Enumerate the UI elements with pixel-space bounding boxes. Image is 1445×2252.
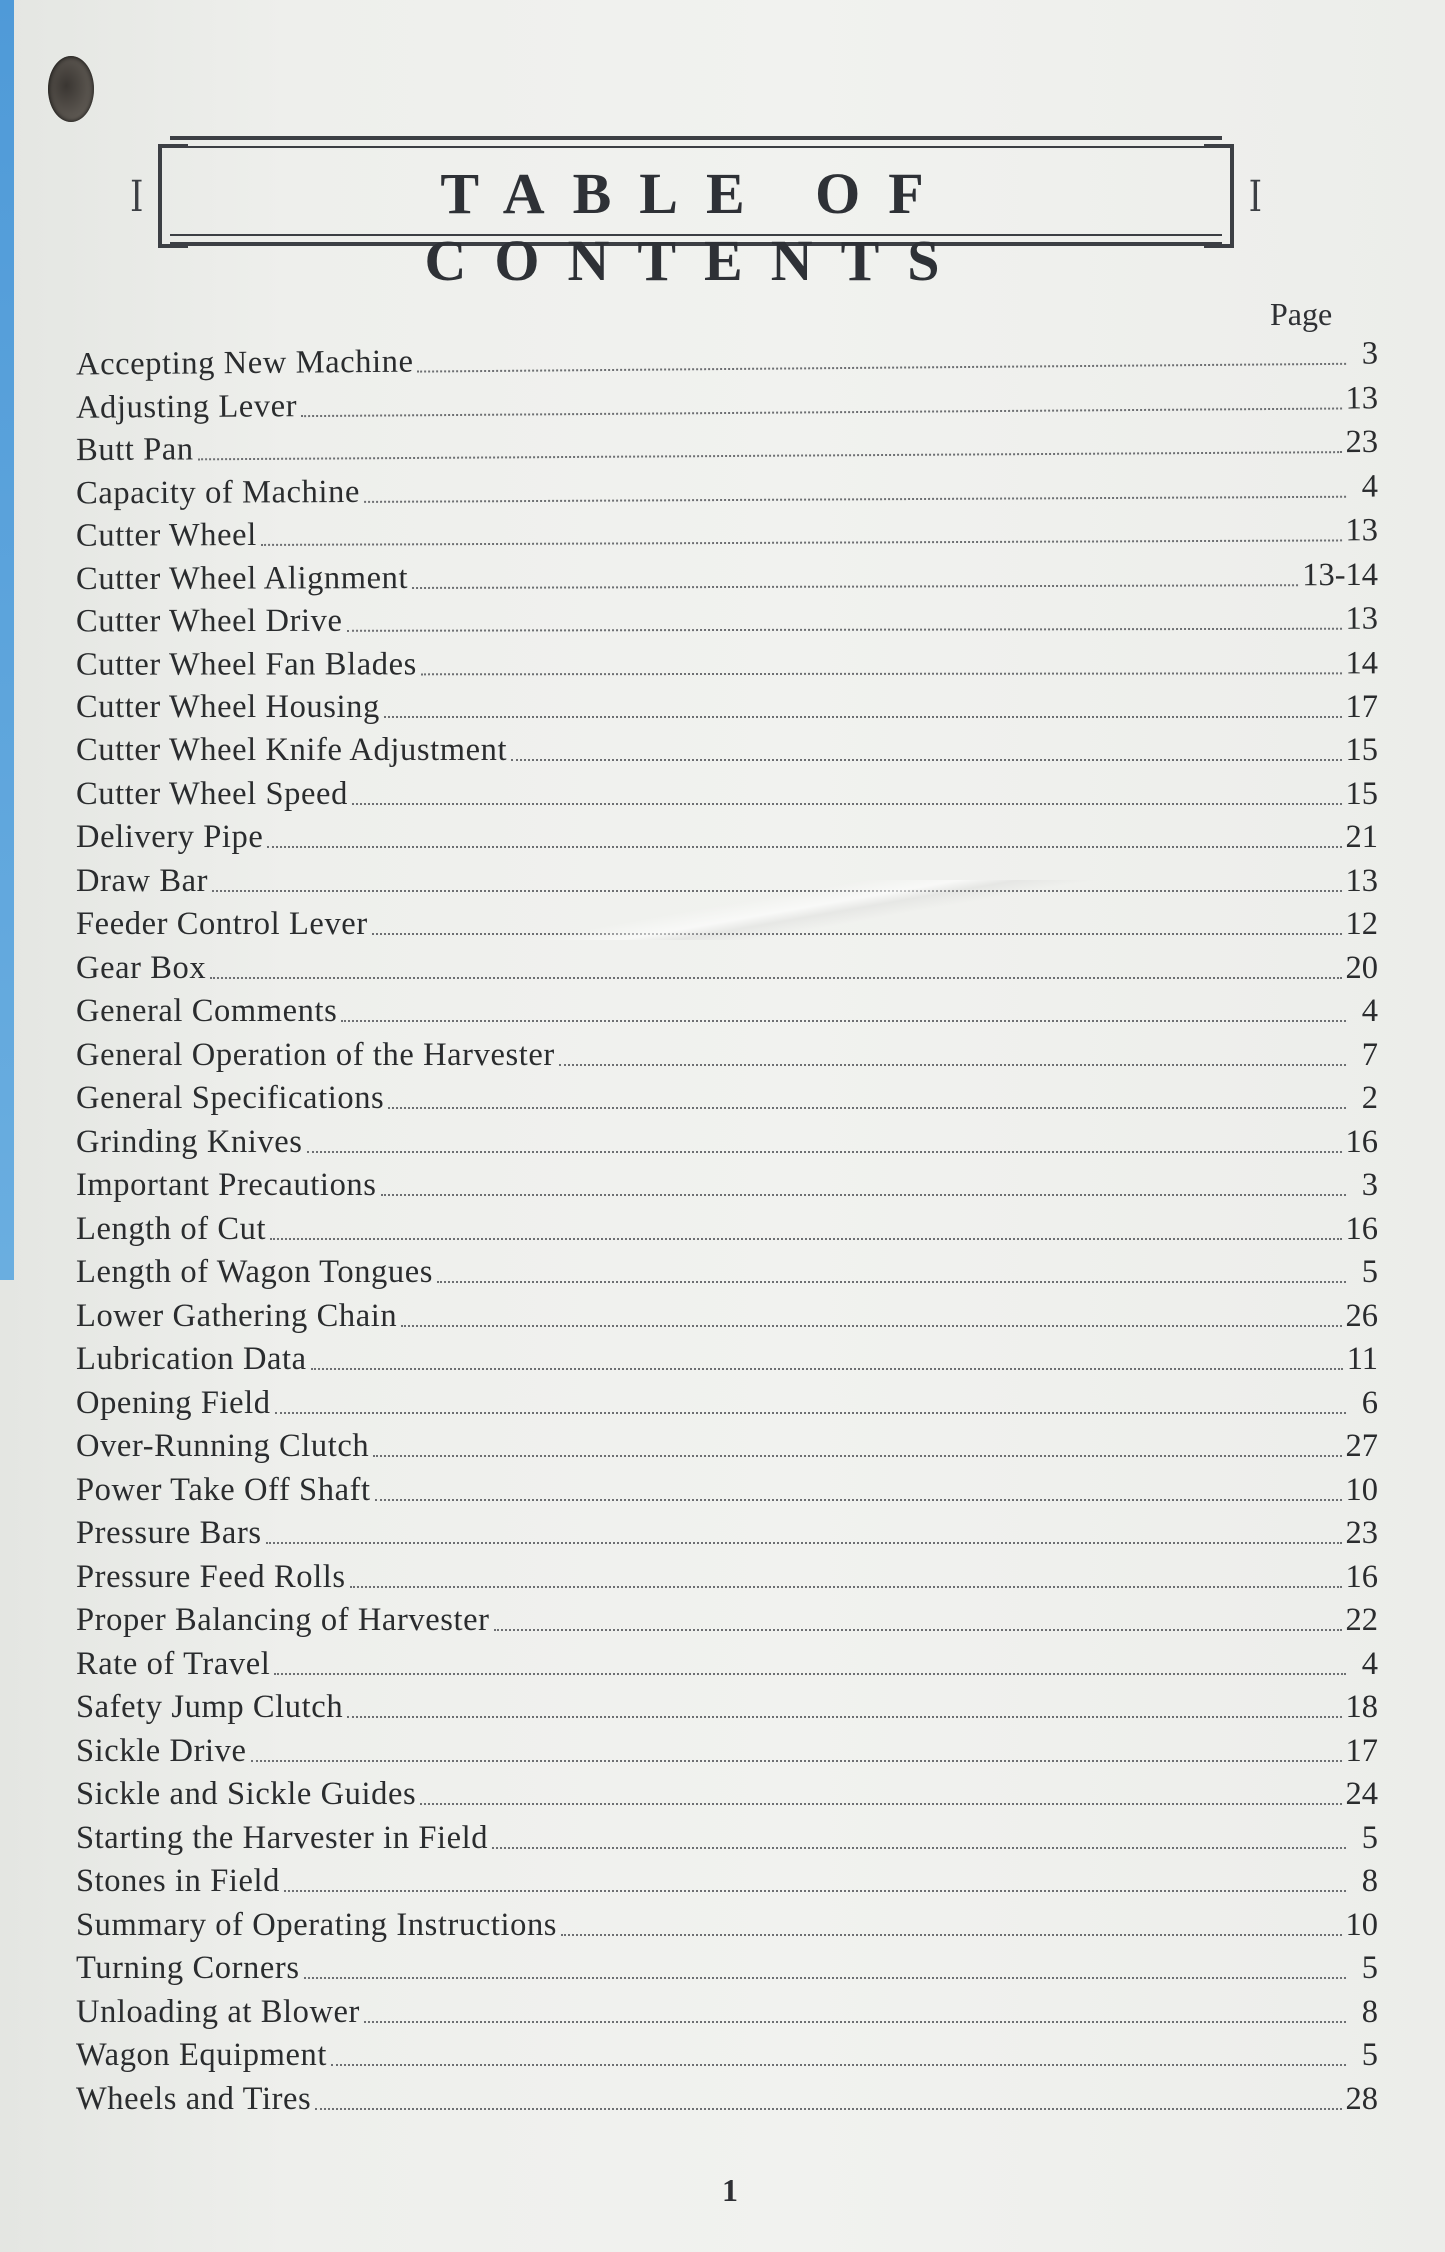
dot-leader <box>275 1412 1346 1414</box>
toc-entry-page: 8 <box>1361 1993 1378 2030</box>
dot-leader <box>494 1629 1342 1631</box>
dot-leader <box>307 1151 1342 1153</box>
toc-entry <box>76 856 1378 900</box>
toc-entry <box>76 769 1378 813</box>
toc-entry-title: Starting the Harvester in Field <box>76 1819 489 1856</box>
toc-entry <box>76 900 1378 944</box>
toc-entry-title: Draw Bar <box>76 862 209 899</box>
toc-entry-title: Adjusting Lever <box>75 387 298 426</box>
toc-entry-title: Proper Balancing of Harvester <box>76 1602 490 1639</box>
toc-entry <box>76 2074 1378 2118</box>
toc-entry-page: 15 <box>1345 775 1378 812</box>
dot-leader <box>401 1325 1341 1327</box>
dot-leader <box>511 759 1341 761</box>
toc-entry <box>76 2031 1378 2075</box>
toc-entry-page: 5 <box>1361 2037 1378 2074</box>
dot-leader <box>261 539 1342 546</box>
toc-entry <box>76 1639 1378 1683</box>
toc-entry-page: 26 <box>1345 1297 1378 1334</box>
toc-entry <box>76 1813 1378 1857</box>
toc-entry-title: Pressure Bars <box>76 1515 262 1552</box>
punch-hole <box>48 56 94 122</box>
toc-entry <box>76 1335 1378 1379</box>
toc-entry-page: 22 <box>1345 1602 1378 1639</box>
toc-entry <box>76 1987 1378 2031</box>
toc-entry <box>76 1291 1378 1335</box>
toc-entry-title: Lubrication Data <box>76 1341 307 1378</box>
toc-entry-title: Pressure Feed Rolls <box>76 1558 346 1595</box>
toc-entry-page: 18 <box>1345 1689 1378 1726</box>
toc-entry <box>76 682 1378 726</box>
toc-entry <box>76 1030 1378 1074</box>
toc-entry <box>76 1204 1378 1248</box>
ornament-right-icon: ꟾ <box>1248 180 1262 220</box>
toc-entry-page: 27 <box>1345 1428 1378 1465</box>
toc-entry-title: Over-Running Clutch <box>76 1428 370 1465</box>
toc-entry-title: Cutter Wheel Fan Blades <box>75 645 417 682</box>
toc-entry-title: Stones in Field <box>76 1863 281 1900</box>
toc-entry-title: Cutter Wheel Alignment <box>75 559 409 597</box>
toc-entry-title: Opening Field <box>76 1384 271 1421</box>
toc-entry-page: 16 <box>1345 1210 1378 1247</box>
ornament-left-icon: ꟾ <box>130 180 144 220</box>
dot-leader <box>437 1281 1346 1283</box>
toc-entry <box>76 1552 1378 1596</box>
toc-entry-page: 5 <box>1361 1254 1378 1291</box>
toc-entry-title: Cutter Wheel <box>75 516 257 554</box>
dot-leader <box>311 1368 1343 1370</box>
toc-entry-title: Summary of Operating Instructions <box>76 1906 558 1943</box>
toc-entry <box>76 594 1378 640</box>
toc-entry-title: Length of Wagon Tongues <box>76 1254 434 1291</box>
toc-entry-title: Power Take Off Shaft <box>76 1471 371 1508</box>
dot-leader <box>364 495 1346 502</box>
title-frame <box>130 130 1262 293</box>
toc-entry <box>76 505 1378 554</box>
toc-entry-page: 13 <box>1345 379 1379 416</box>
toc-entry-title: Safety Jump Clutch <box>76 1689 344 1726</box>
dot-leader <box>352 803 1342 805</box>
toc-entry-title: Cutter Wheel Housing <box>76 688 380 725</box>
dot-leader <box>304 1977 1346 1979</box>
toc-entry <box>76 726 1378 770</box>
page-number: 1 <box>722 2172 738 2208</box>
toc-entry <box>76 1726 1378 1770</box>
dot-leader <box>364 2021 1346 2023</box>
dot-leader <box>559 1064 1346 1066</box>
toc-entry-title: Wagon Equipment <box>76 2037 327 2074</box>
toc-entry-title: General Comments <box>76 993 338 1030</box>
toc-entry-page: 11 <box>1346 1341 1378 1378</box>
dot-leader <box>381 1194 1346 1196</box>
toc-entry <box>76 1465 1378 1509</box>
toc-entry-page: 14 <box>1345 644 1379 681</box>
toc-entry <box>76 1857 1378 1901</box>
toc-entry <box>76 1900 1378 1944</box>
toc-entry <box>76 638 1378 683</box>
dot-leader <box>210 977 1341 979</box>
dot-leader <box>384 716 1342 718</box>
toc-entry-title: Rate of Travel <box>76 1645 271 1682</box>
dot-leader <box>251 1760 1342 1762</box>
dot-leader <box>315 2108 1341 2110</box>
toc-entry-title: Grinding Knives <box>76 1123 303 1160</box>
dot-leader <box>347 1716 1341 1718</box>
toc-entry-page: 7 <box>1361 1036 1378 1073</box>
toc-entry-page: 28 <box>1345 2080 1378 2117</box>
toc-entry-page: 15 <box>1345 732 1378 769</box>
dot-leader <box>388 1107 1346 1109</box>
dot-leader <box>284 1890 1346 1892</box>
toc-entry <box>76 1944 1378 1988</box>
toc-entry-title: Sickle Drive <box>76 1732 247 1769</box>
dot-leader <box>274 1673 1346 1675</box>
toc-entry-page: 5 <box>1361 1819 1378 1856</box>
toc-entry-title: Cutter Wheel Drive <box>75 602 343 640</box>
toc-entry-page: 16 <box>1345 1123 1378 1160</box>
toc-entry <box>76 1596 1378 1640</box>
toc-entry-title: Capacity of Machine <box>75 473 361 511</box>
blue-backing-edge <box>0 0 14 1280</box>
toc-entry-page: 4 <box>1361 993 1378 1030</box>
toc-entry-page: 21 <box>1345 819 1378 856</box>
toc-entry-title: Delivery Pipe <box>76 819 264 856</box>
dot-leader <box>372 933 1342 935</box>
toc-entry-page: 2 <box>1361 1080 1378 1117</box>
dot-leader <box>375 1499 1342 1501</box>
dot-leader <box>418 362 1346 372</box>
title-rule-top-thin <box>170 146 1222 148</box>
toc-entry <box>76 1378 1378 1422</box>
toc-entry-title: General Operation of the Harvester <box>76 1036 555 1073</box>
toc-entry-page: 4 <box>1361 1645 1378 1682</box>
toc-entry-title: Cutter Wheel Knife Adjustment <box>76 732 508 769</box>
page-column-header: Page <box>1270 296 1333 332</box>
toc-entry <box>76 987 1378 1031</box>
title-bracket-right <box>1204 144 1234 248</box>
toc-entry <box>76 1248 1378 1292</box>
toc-entry-title: Turning Corners <box>76 1950 300 1987</box>
toc-entry-page: 16 <box>1345 1558 1378 1595</box>
toc-entry <box>76 1074 1378 1118</box>
dot-leader <box>331 2064 1346 2066</box>
toc-entry-title: Important Precautions <box>76 1167 377 1204</box>
toc-entry-page: 10 <box>1345 1471 1378 1508</box>
toc-entry-page: 8 <box>1361 1863 1378 1900</box>
toc-entry <box>76 549 1378 597</box>
dot-leader <box>373 1455 1341 1457</box>
dot-leader <box>347 627 1342 631</box>
toc-entry-title: Unloading at Blower <box>76 1993 360 2030</box>
page-title: TABLE OF CONTENTS <box>424 161 968 293</box>
toc-entry-page: 4 <box>1361 467 1379 504</box>
toc-entry <box>76 1770 1378 1814</box>
toc-entry-page: 24 <box>1345 1776 1378 1813</box>
toc-entry-page: 6 <box>1361 1384 1378 1421</box>
title-bracket-left <box>158 144 188 248</box>
title-rule-top <box>170 136 1222 140</box>
toc-entry-title: General Specifications <box>76 1080 385 1117</box>
toc-entry-page: 13 <box>1345 512 1379 549</box>
toc-entry <box>76 1683 1378 1727</box>
dot-leader <box>198 451 1342 460</box>
toc-entry <box>76 1509 1378 1553</box>
toc-entry <box>76 461 1378 511</box>
toc-entry <box>76 1422 1378 1466</box>
toc-entry <box>76 417 1378 469</box>
toc-entry-page: 13 <box>1345 600 1379 637</box>
toc-entry-page: 23 <box>1345 423 1379 460</box>
toc-entry-title: Gear Box <box>76 949 207 986</box>
toc-list <box>76 334 1378 2118</box>
dot-leader <box>420 1803 1341 1805</box>
toc-entry-title: Accepting New Machine <box>75 343 414 383</box>
toc-entry <box>76 943 1378 987</box>
toc-entry-page: 5 <box>1361 1950 1378 1987</box>
dot-leader <box>301 406 1341 416</box>
toc-entry-title: Feeder Control Lever <box>76 906 368 943</box>
toc-entry <box>76 1161 1378 1205</box>
toc-entry-page: 3 <box>1361 335 1379 372</box>
dot-leader <box>212 890 1341 892</box>
toc-entry <box>76 1117 1378 1161</box>
toc-entry-page: 13-14 <box>1302 556 1379 593</box>
toc-entry-title: Wheels and Tires <box>76 2080 312 2117</box>
toc-entry-page: 3 <box>1361 1167 1378 1204</box>
dot-leader <box>270 1238 1341 1240</box>
toc-entry-title: Sickle and Sickle Guides <box>76 1776 417 1813</box>
dot-leader <box>492 1847 1346 1849</box>
toc-entry-title: Cutter Wheel Speed <box>76 775 348 812</box>
toc-entry-page: 17 <box>1345 1732 1378 1769</box>
dot-leader <box>421 671 1342 674</box>
dot-leader <box>350 1586 1342 1588</box>
toc-entry-title: Length of Cut <box>76 1210 267 1247</box>
dot-leader <box>267 846 1341 848</box>
dot-leader <box>561 1934 1341 1936</box>
dot-leader <box>412 583 1298 588</box>
toc-entry-page: 12 <box>1345 906 1378 943</box>
dot-leader <box>341 1020 1346 1022</box>
toc-entry-page: 23 <box>1345 1515 1378 1552</box>
toc-entry-page: 17 <box>1345 688 1378 725</box>
toc-entry-title: Butt Pan <box>75 431 194 468</box>
toc-entry-page: 13 <box>1345 862 1378 899</box>
toc-entry-page: 10 <box>1345 1906 1378 1943</box>
dot-leader <box>266 1542 1342 1544</box>
toc-entry-page: 20 <box>1345 949 1378 986</box>
toc-entry-title: Lower Gathering Chain <box>76 1297 398 1334</box>
toc-entry <box>76 813 1378 857</box>
